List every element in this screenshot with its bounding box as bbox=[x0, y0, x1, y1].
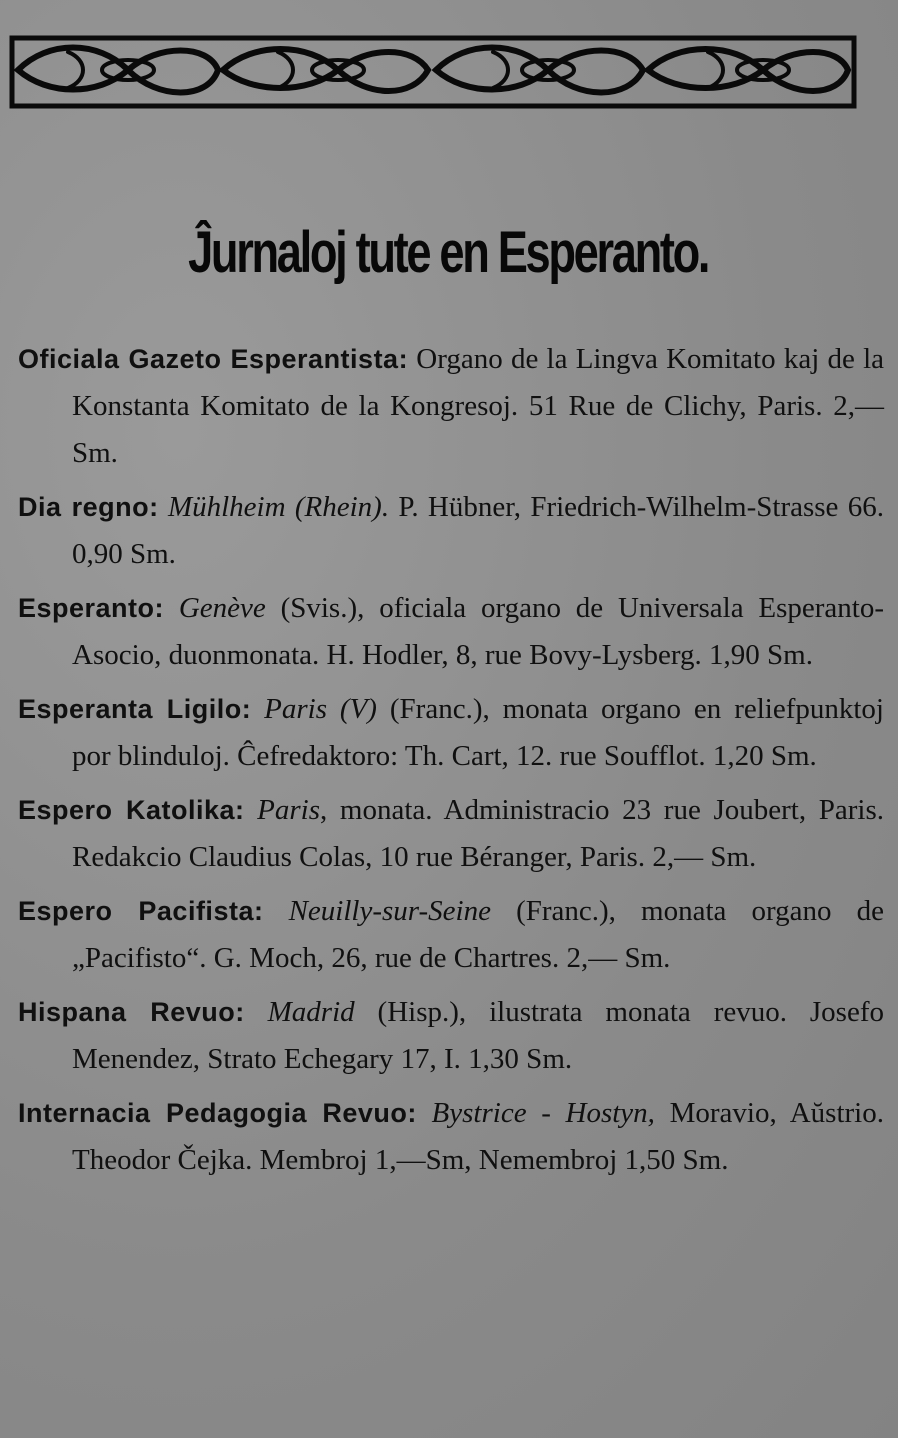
journal-name: Esperanto: bbox=[18, 593, 165, 623]
journal-name: Espero Pacifista: bbox=[18, 896, 264, 926]
journal-details: (Franc.), monata organo en reliefpunktoj por blinduloj. Ĉefredaktoro: Th. Cart, 12. rue Soufflot. 1,20 Sm. bbox=[72, 693, 884, 772]
journal-entry bbox=[18, 585, 884, 679]
journal-entry bbox=[18, 686, 884, 780]
decorative-border-ornament bbox=[8, 30, 858, 114]
journal-place: Bystrice - Hostyn, bbox=[431, 1097, 655, 1129]
journal-entry bbox=[18, 1090, 884, 1184]
journal-entry bbox=[18, 888, 884, 982]
journal-list bbox=[18, 336, 884, 1191]
journal-details: Organo de la Lingva Komitato kaj de la Konstanta Komitato de la Kongresoj. 51 Rue de Clichy, Paris. 2,— Sm. bbox=[72, 343, 885, 469]
journal-name: Espero Katolika: bbox=[18, 795, 245, 825]
journal-name: Internacia Pedagogia Revuo: bbox=[18, 1098, 417, 1128]
journal-entry bbox=[18, 484, 884, 578]
journal-details: , monata. Administracio 23 rue Joubert, Paris. Redakcio Claudius Colas, 10 rue Béranger, Paris. 2,— Sm. bbox=[72, 794, 885, 873]
journal-name: Esperanta Ligilo: bbox=[18, 694, 252, 724]
journal-entry bbox=[18, 989, 884, 1083]
journal-place: Neuilly-sur-Seine bbox=[288, 895, 491, 927]
journal-place: Paris (V) bbox=[264, 693, 377, 725]
journal-details: (Hisp.), ilustrata monata revuo. Josefo Menendez, Strato Echegary 17, I. 1,30 Sm. bbox=[72, 996, 884, 1075]
journal-entry bbox=[18, 336, 884, 477]
journal-place: Mühlheim (Rhein). bbox=[167, 491, 390, 523]
journal-details: Moravio, Aŭstrio. Theodor Čejka. Membroj 1,—Sm, Nemembroj 1,50 Sm. bbox=[72, 1097, 884, 1176]
journal-name: Oficiala Gazeto Esperantista: bbox=[18, 344, 409, 374]
journal-place: Paris bbox=[257, 794, 320, 826]
journal-details: (Svis.), oficiala organo de Universala Esperanto-Asocio, duonmonata. H. Hodler, 8, rue Bovy-Lysberg. 1,90 Sm. bbox=[72, 592, 884, 671]
journal-entry bbox=[18, 787, 884, 881]
journal-name: Hispana Revuo: bbox=[18, 997, 245, 1027]
journal-name: Dia regno: bbox=[18, 492, 159, 522]
journal-details: P. Hübner, Friedrich-Wilhelm-Strasse 66. 0,90 Sm. bbox=[72, 491, 885, 570]
page-title: Ĵurnaloj tute en Esperanto. bbox=[188, 220, 709, 285]
journal-details: (Franc.), monata organo de „Pacifisto“. G. Moch, 26, rue de Chartres. 2,— Sm. bbox=[72, 895, 884, 974]
journal-place: Madrid bbox=[267, 996, 355, 1028]
journal-place: Genève bbox=[178, 592, 266, 624]
